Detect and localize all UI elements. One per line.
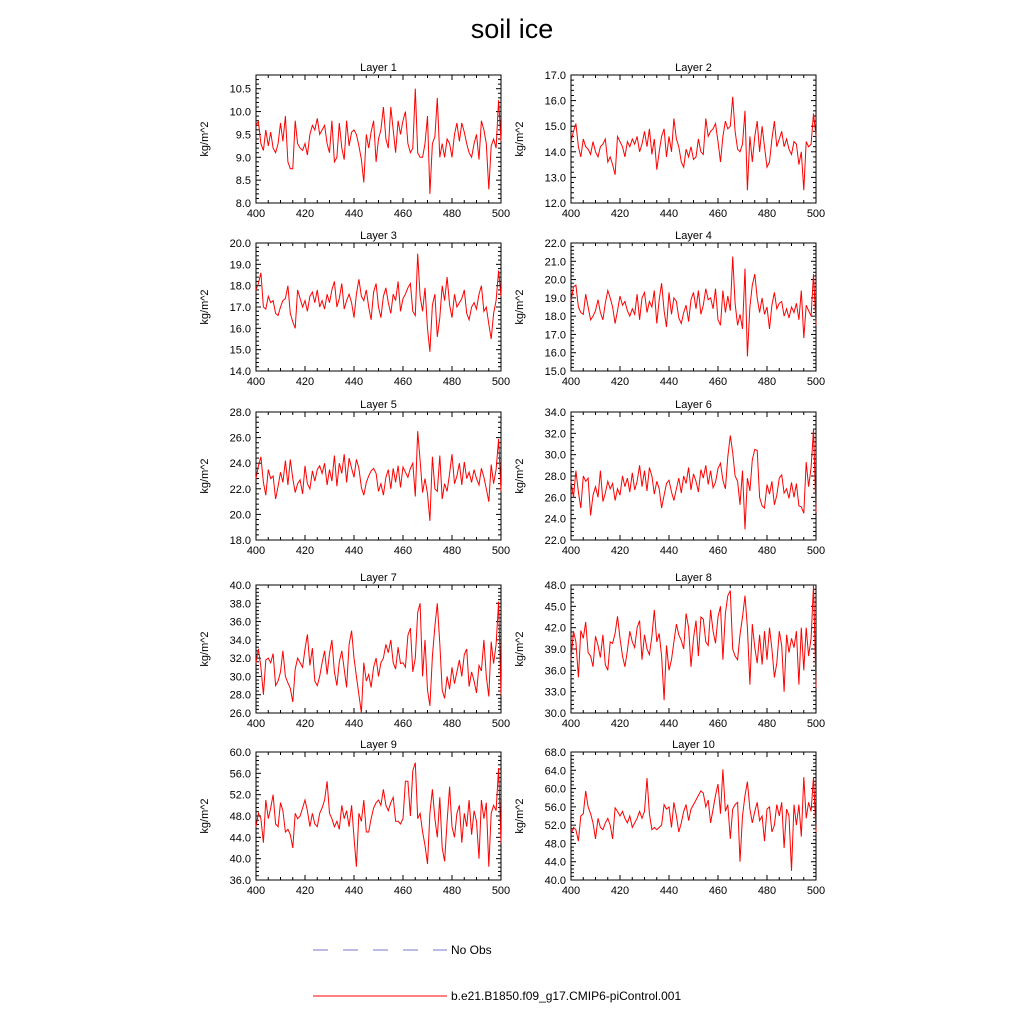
x-tick-label: 400: [246, 208, 266, 220]
y-tick-label: 14.0: [544, 146, 566, 159]
x-tick-label: 420: [610, 376, 630, 388]
y-tick-label: 8.0: [235, 198, 251, 210]
y-tick-label: 19.0: [544, 292, 566, 305]
x-tick-label: 460: [393, 545, 413, 557]
y-axis-label: kg/m^2: [514, 631, 526, 667]
x-tick-label: 480: [442, 376, 462, 388]
series-line: [571, 97, 816, 190]
x-tick-label: 420: [295, 208, 315, 220]
y-tick-label: 45.0: [544, 601, 566, 614]
y-tick-label: 34.0: [229, 634, 251, 647]
x-tick-label: 440: [659, 885, 679, 897]
y-tick-label: 60.0: [229, 747, 251, 759]
y-tick-label: 26.0: [229, 432, 251, 445]
y-tick-label: 20.0: [229, 509, 251, 522]
series-line: [571, 429, 816, 529]
x-tick-label: 500: [491, 885, 511, 897]
y-tick-label: 22.0: [229, 483, 251, 496]
legend: [313, 943, 681, 1003]
y-tick-label: 26.0: [229, 708, 251, 720]
x-tick-label: 400: [561, 208, 581, 220]
y-axis-label: kg/m^2: [514, 289, 526, 325]
x-tick-label: 440: [344, 208, 364, 220]
y-tick-label: 17.0: [229, 302, 251, 314]
x-tick-label: 460: [393, 718, 413, 730]
y-axis-label: kg/m^2: [514, 121, 526, 157]
legend-no-obs-label: No Obs: [451, 943, 492, 957]
y-axis-label: kg/m^2: [514, 458, 526, 494]
y-tick-label: 22.0: [544, 535, 566, 547]
y-tick-label: 28.0: [544, 471, 566, 483]
x-tick-label: 440: [659, 208, 679, 220]
x-tick-label: 480: [442, 718, 462, 730]
x-tick-label: 420: [610, 885, 630, 897]
x-tick-label: 400: [561, 885, 581, 897]
panel-title: Layer 5: [360, 399, 397, 411]
x-tick-label: 480: [757, 885, 777, 897]
y-tick-label: 40.0: [544, 875, 566, 887]
y-tick-label: 48.0: [544, 580, 566, 592]
y-tick-label: 56.0: [544, 801, 566, 814]
y-tick-label: 64.0: [544, 765, 566, 778]
y-tick-label: 36.0: [229, 875, 251, 887]
x-tick-label: 500: [491, 208, 511, 220]
x-tick-label: 440: [344, 545, 364, 557]
y-tick-label: 24.0: [229, 458, 251, 471]
y-tick-label: 52.0: [229, 789, 251, 802]
x-tick-label: 480: [757, 718, 777, 730]
plot-frame: [571, 585, 816, 713]
y-tick-label: 10.0: [229, 106, 251, 119]
panel-title: Layer 3: [360, 230, 397, 242]
y-tick-label: 14.0: [229, 366, 251, 378]
x-tick-label: 500: [806, 885, 826, 897]
y-tick-label: 52.0: [544, 820, 566, 833]
x-tick-label: 460: [393, 885, 413, 897]
series-line: [256, 254, 501, 352]
y-tick-label: 38.0: [229, 598, 251, 611]
y-tick-label: 44.0: [544, 856, 566, 869]
y-tick-label: 18.0: [544, 311, 566, 324]
x-tick-label: 420: [610, 718, 630, 730]
y-tick-label: 40.0: [229, 580, 251, 592]
y-tick-label: 21.0: [544, 256, 566, 269]
y-tick-label: 30.0: [544, 708, 566, 720]
y-tick-label: 9.0: [235, 152, 251, 165]
y-tick-label: 68.0: [544, 747, 566, 759]
x-tick-label: 500: [491, 718, 511, 730]
y-tick-label: 18.0: [229, 535, 251, 547]
y-tick-label: 33.0: [544, 686, 566, 699]
x-tick-label: 480: [757, 545, 777, 557]
series-line: [256, 89, 501, 194]
panel-title: Layer 10: [672, 739, 715, 751]
y-tick-label: 12.0: [544, 198, 566, 210]
x-tick-label: 480: [442, 885, 462, 897]
y-tick-label: 39.0: [544, 644, 566, 656]
y-tick-label: 48.0: [544, 838, 566, 851]
y-tick-label: 16.0: [544, 95, 566, 108]
x-tick-label: 440: [344, 718, 364, 730]
y-tick-label: 32.0: [229, 653, 251, 666]
y-tick-label: 16.0: [229, 323, 251, 336]
series-line: [256, 602, 501, 714]
x-tick-label: 500: [806, 376, 826, 388]
x-tick-label: 500: [806, 718, 826, 730]
x-tick-label: 420: [295, 376, 315, 388]
y-tick-label: 34.0: [544, 407, 566, 419]
panel-title: Layer 9: [360, 739, 397, 751]
panel-layer-8: [514, 572, 825, 730]
x-tick-label: 480: [757, 208, 777, 220]
y-tick-label: 24.0: [544, 513, 566, 526]
y-tick-label: 28.0: [229, 407, 251, 419]
y-tick-label: 26.0: [544, 492, 566, 505]
legend-model-label: b.e21.B1850.f09_g17.CMIP6-piControl.001: [451, 989, 682, 1003]
panel-title: Layer 4: [675, 230, 712, 242]
y-tick-label: 22.0: [544, 238, 566, 250]
x-tick-label: 500: [491, 545, 511, 557]
figure-title: soil ice: [470, 14, 554, 44]
x-tick-label: 400: [561, 545, 581, 557]
y-tick-label: 40.0: [229, 853, 251, 866]
y-tick-label: 30.0: [229, 671, 251, 684]
panel-layer-10: [514, 739, 825, 897]
panel-title: Layer 2: [675, 62, 712, 74]
y-axis-label: kg/m^2: [199, 289, 211, 325]
y-tick-label: 36.0: [229, 616, 251, 629]
x-tick-label: 460: [708, 376, 728, 388]
y-tick-label: 20.0: [544, 274, 566, 287]
x-tick-label: 500: [806, 545, 826, 557]
panel-layer-2: [514, 62, 825, 220]
panel-layer-5: [199, 399, 510, 557]
x-tick-label: 500: [806, 208, 826, 220]
y-axis-label: kg/m^2: [514, 798, 526, 834]
x-tick-label: 440: [659, 376, 679, 388]
panel-layer-3: [199, 230, 510, 388]
x-tick-label: 480: [757, 376, 777, 388]
x-tick-label: 460: [708, 208, 728, 220]
x-tick-label: 440: [344, 376, 364, 388]
y-tick-label: 15.0: [229, 344, 251, 357]
y-tick-label: 28.0: [229, 689, 251, 702]
y-tick-label: 9.5: [235, 129, 251, 142]
y-tick-label: 44.0: [229, 832, 251, 845]
plot-frame: [256, 585, 501, 713]
panel-title: Layer 8: [675, 572, 712, 584]
panel-layer-7: [199, 572, 510, 730]
y-tick-label: 18.0: [229, 280, 251, 293]
x-tick-label: 440: [659, 718, 679, 730]
y-tick-label: 30.0: [544, 449, 566, 462]
x-tick-label: 460: [708, 885, 728, 897]
y-tick-label: 20.0: [229, 238, 251, 250]
y-tick-label: 48.0: [229, 811, 251, 823]
y-tick-label: 42.0: [544, 622, 566, 635]
series-line: [571, 585, 816, 700]
panel-title: Layer 6: [675, 399, 712, 411]
x-tick-label: 400: [561, 718, 581, 730]
x-tick-label: 400: [246, 376, 266, 388]
x-tick-label: 400: [561, 376, 581, 388]
x-tick-label: 440: [659, 545, 679, 557]
x-tick-label: 420: [295, 718, 315, 730]
x-tick-label: 420: [295, 885, 315, 897]
x-tick-label: 480: [442, 545, 462, 557]
panel-layer-9: [199, 739, 510, 897]
y-tick-label: 60.0: [544, 783, 566, 796]
x-tick-label: 500: [491, 376, 511, 388]
x-tick-label: 440: [344, 885, 364, 897]
y-tick-label: 15.0: [544, 121, 566, 134]
y-axis-label: kg/m^2: [199, 631, 211, 667]
x-tick-label: 480: [442, 208, 462, 220]
series-line: [571, 257, 816, 357]
y-axis-label: kg/m^2: [199, 458, 211, 494]
x-tick-label: 400: [246, 885, 266, 897]
y-tick-label: 17.0: [544, 329, 566, 342]
y-axis-label: kg/m^2: [199, 121, 211, 157]
y-tick-label: 17.0: [544, 70, 566, 82]
y-axis-label: kg/m^2: [199, 798, 211, 834]
x-tick-label: 420: [295, 545, 315, 557]
series-line: [256, 763, 501, 867]
y-tick-label: 32.0: [544, 428, 566, 441]
x-tick-label: 420: [610, 208, 630, 220]
x-tick-label: 460: [393, 208, 413, 220]
panel-layer-4: [514, 230, 825, 388]
y-tick-label: 36.0: [544, 665, 566, 678]
series-line: [256, 431, 501, 521]
y-tick-label: 13.0: [544, 172, 566, 185]
x-tick-label: 400: [246, 545, 266, 557]
panel-layer-6: [514, 399, 825, 557]
y-tick-label: 19.0: [229, 259, 251, 272]
y-tick-label: 16.0: [544, 347, 566, 360]
plot-frame: [571, 243, 816, 371]
y-tick-label: 8.5: [235, 175, 251, 188]
panel-layer-1: [199, 62, 510, 220]
x-tick-label: 460: [393, 376, 413, 388]
x-tick-label: 460: [708, 545, 728, 557]
y-tick-label: 10.5: [229, 83, 251, 96]
x-tick-label: 460: [708, 718, 728, 730]
series-line: [571, 769, 816, 871]
panel-title: Layer 1: [360, 62, 397, 74]
panel-title: Layer 7: [360, 572, 397, 584]
x-tick-label: 400: [246, 718, 266, 730]
y-tick-label: 56.0: [229, 768, 251, 781]
y-tick-label: 15.0: [544, 366, 566, 378]
x-tick-label: 420: [610, 545, 630, 557]
